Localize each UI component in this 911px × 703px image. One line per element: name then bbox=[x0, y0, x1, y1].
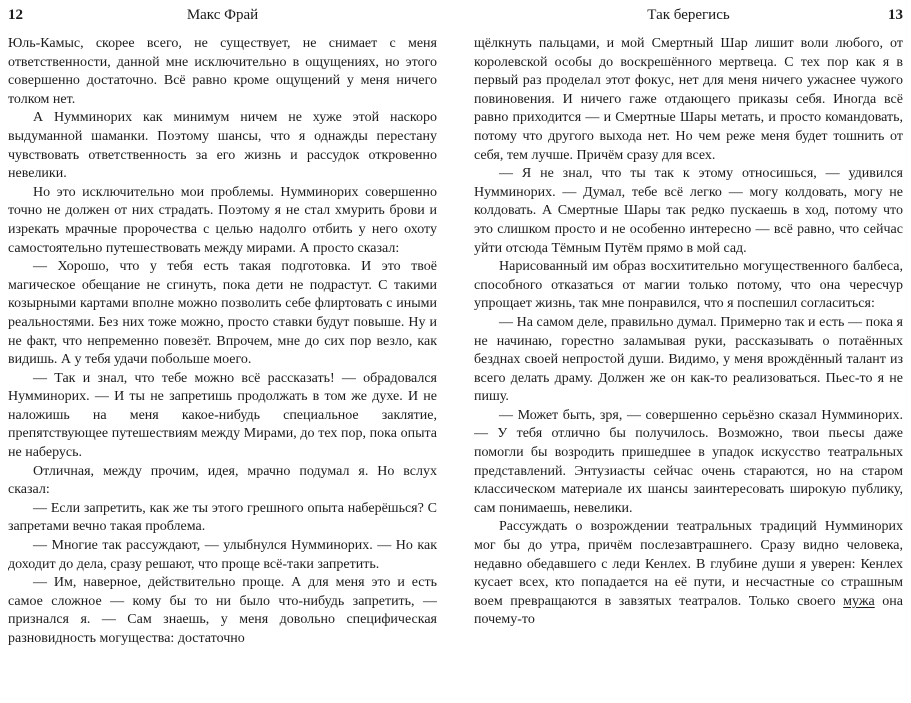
paragraph: Рассуждать о возрождении театральных традиций Нумминорих мог бы до утра, причём послезавтрашнего. Сразу видно человека, недавно обедавшего с леди Кенлех. В глубине души я уверен: Кенлех кусает всех, кто попадается на её пути, и несчастные со страшным воем превращаются в завзятых театралов. Только своего мужа она почему-то bbox=[474, 519, 903, 628]
paragraph: — Им, наверное, действительно проще. А для меня это и есть самое сложное — кому бы то ни было что-нибудь запретить, — признался я. — Сам знаешь, у меня довольно специфическая разновидность могущества: достаточно bbox=[8, 575, 437, 646]
paragraph: — Многие так рассуждают, — улыбнулся Нумминорих. — Но как доходит до дела, сразу решают, что проще всё-таки запретить. bbox=[8, 538, 437, 572]
page-text-right bbox=[474, 35, 903, 703]
page-number-left: 12 bbox=[8, 7, 23, 23]
page-text-left bbox=[8, 35, 437, 703]
paragraph: — Я не знал, что ты так к этому относишься, — удивился Нумминорих. — Думал, тебе всё легко — могу колдовать, могу не колдовать. А Смертные Шары так редко пускаешь в ход, потому что это слишком просто и не особенно интересно — всё равно, что сейчас уйти отсюда Тёмным Путём прямо в мой сад. bbox=[474, 166, 903, 256]
running-head-title: Так берегись bbox=[647, 7, 730, 23]
page-header-left bbox=[8, 6, 437, 24]
page-right bbox=[474, 6, 903, 703]
paragraph: Но это исключительно мои проблемы. Нумминорих совершенно точно не должен от них страдать. Поэтому я не стал хмурить брови и изрекать мрачные пророчества с целью надолго отбить у него охоту самостоятельно путешествовать между мирами. А просто сказал: bbox=[8, 184, 437, 256]
page-header-right bbox=[474, 6, 903, 24]
paragraph: А Нумминорих как минимум ничем не хуже этой наскоро выдуманной шаманки. Поэтому шансы, что я однажды перестану чувствовать ответственность за его жизнь и рассудок откровенно невелики. bbox=[8, 110, 437, 182]
paragraph: — На самом деле, правильно думал. Примерно так и есть — пока я не начинаю, горестно заламывая руки, рассказывать о потаённых безднах своей непростой души. Видимо, у меня врождённый талант из всего делать драму. Должен же он как-то реализоваться. Пьес-то я не пишу. bbox=[474, 314, 903, 405]
paragraph: Юль-Камыс, скорее всего, не существует, не снимает с меня ответственности, данной мне исключительно в ощущениях, но этого совершенно достаточно. Всё равно кроме ощущений у меня ничего толком нет. bbox=[8, 36, 437, 107]
paragraph: Отличная, между прочим, идея, мрачно подумал я. Но вслух сказал: bbox=[8, 463, 437, 498]
underlined-word[interactable]: мужа bbox=[843, 593, 875, 609]
paragraph: — Хорошо, что у тебя есть такая подготовка. И это твоё магическое обещание не сгинуть, пока дети не подрастут. С такими козырными картами вполне можно позволить себе флиртовать с иными реальностями. Без них тоже можно, просто ставки будут повыше. Ну и не факт, что непременно повезёт. Впрочем, мне до сих пор везло, как видишь. А у тебя удачи побольше моего. bbox=[8, 259, 437, 368]
paragraph: щёлкнуть пальцами, и мой Смертный Шар лишит воли любого, от королевской особы до воскрешённого мертвеца. С тех пор как я в первый раз проделал этот фокус, нет для меня ничего ужаснее чужого повиновения. И ничего гаже отдающего приказы себя. Иногда всё равно приходится — и Смертные Шары метать, и просто командовать, потому что другого выхода нет. Но чем реже меня будет тошнить от себя, тем лучше. Причём сразу для всех. bbox=[474, 36, 903, 163]
page-number-right: 13 bbox=[888, 7, 903, 23]
paragraph: — Если запретить, как же ты этого грешного опыта наберёшься? С запретами вечно такая проблема. bbox=[8, 500, 437, 535]
paragraph: — Может быть, зря, — совершенно серьёзно сказал Нумминорих. — У тебя отлично бы получилось. Возможно, твои пьесы даже помогли бы возродить пришедшее в упадок искусство театральных представлений. Энтузиасты сейчас очень стараются, но на старом классическом материале их шансы заинтересовать широкую публику, сам понимаешь, невелики. bbox=[474, 407, 903, 516]
page-left bbox=[8, 6, 437, 703]
running-head-author: Макс Фрай bbox=[186, 7, 259, 23]
paragraph: — Так и знал, что тебе можно всё рассказать! — обрадовался Нумминорих. — И ты не запретишь продолжать в том же духе. И не наложишь на меня какое-нибудь специальное заклятие, препятствующее путешествиям между Мирами, до тех пор, пока опыта не наберусь. bbox=[8, 370, 437, 461]
paragraph: Нарисованный им образ восхитительно могущественного балбеса, способного отказаться от магии только потому, что она чересчур упрощает жизнь, так мне понравился, что я поспешил согласиться: bbox=[474, 259, 903, 312]
